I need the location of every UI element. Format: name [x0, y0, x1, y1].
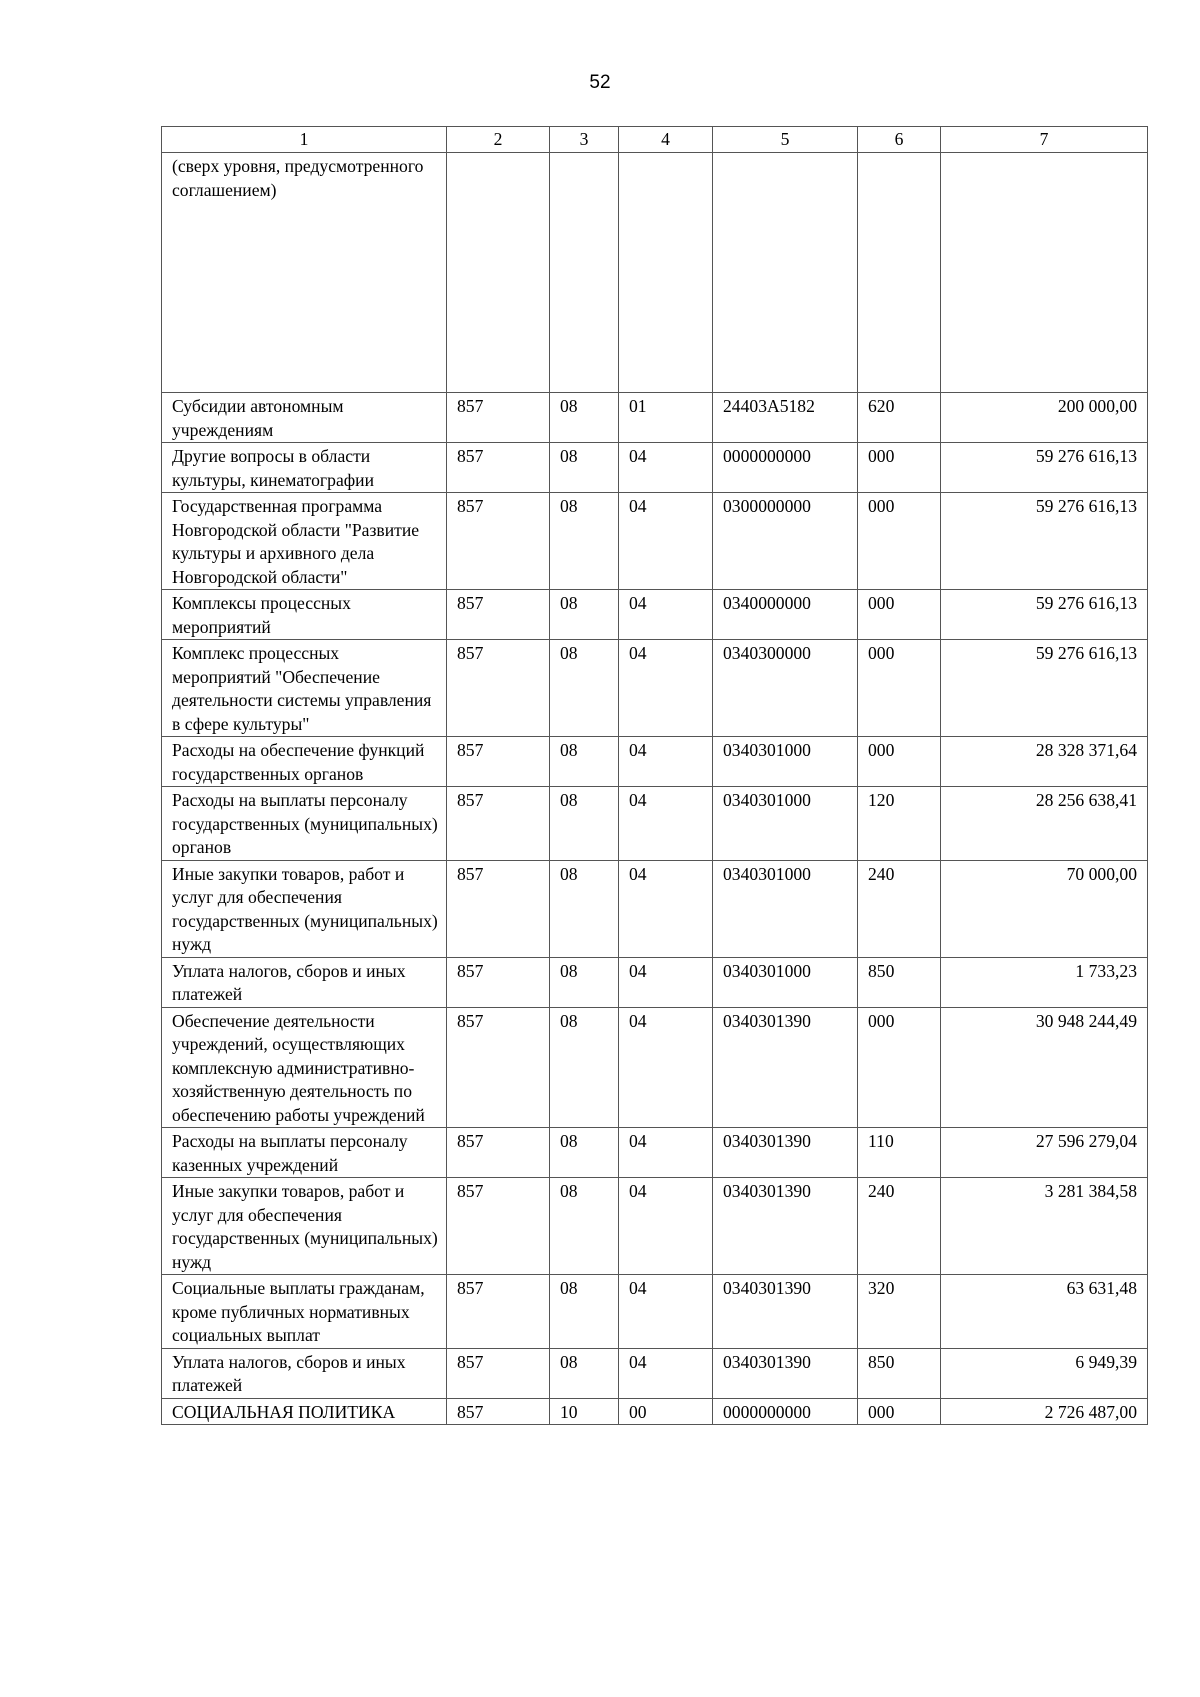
section-code-cell: 08	[550, 1128, 619, 1178]
header-cell: 5	[713, 127, 858, 153]
table-row	[162, 443, 1148, 493]
ministry-code-cell: 857	[447, 1007, 550, 1128]
empty-cell	[713, 153, 858, 393]
table-row	[162, 737, 1148, 787]
subsection-code-cell: 04	[619, 737, 713, 787]
subsection-code-cell: 04	[619, 493, 713, 590]
subsection-code-cell: 04	[619, 787, 713, 861]
target-article-cell: 0340000000	[713, 590, 858, 640]
target-article-cell: 0340301000	[713, 737, 858, 787]
section-code-cell: 08	[550, 1178, 619, 1275]
section-code-cell: 10	[550, 1398, 619, 1425]
amount-cell: 28 256 638,41	[941, 787, 1148, 861]
item-name-cell: Расходы на обеспечение функций государственных органов	[162, 737, 447, 787]
header-cell: 6	[858, 127, 941, 153]
item-name-cell: Комплексы процессных мероприятий	[162, 590, 447, 640]
item-name-cell: Субсидии автономным учреждениям	[162, 393, 447, 443]
expense-type-cell: 120	[858, 787, 941, 861]
header-cell: 1	[162, 127, 447, 153]
item-name-cell: Уплата налогов, сборов и иных платежей	[162, 1348, 447, 1398]
table-body	[162, 127, 1148, 1425]
table-row	[162, 1178, 1148, 1275]
section-code-cell: 08	[550, 737, 619, 787]
subsection-code-cell: 04	[619, 957, 713, 1007]
expense-type-cell: 620	[858, 393, 941, 443]
amount-cell: 200 000,00	[941, 393, 1148, 443]
section-code-cell: 08	[550, 493, 619, 590]
ministry-code-cell: 857	[447, 787, 550, 861]
expense-type-cell: 000	[858, 1398, 941, 1425]
table-row	[162, 787, 1148, 861]
target-article-cell: 0340301000	[713, 860, 858, 957]
section-code-cell: 08	[550, 640, 619, 737]
subsection-code-cell: 04	[619, 1178, 713, 1275]
table-row	[162, 860, 1148, 957]
subsection-code-cell: 04	[619, 640, 713, 737]
amount-cell: 59 276 616,13	[941, 590, 1148, 640]
ministry-code-cell: 857	[447, 1348, 550, 1398]
expense-type-cell: 110	[858, 1128, 941, 1178]
item-name-cell: Иные закупки товаров, работ и услуг для обеспечения государственных (муниципальных) нужд	[162, 860, 447, 957]
expense-type-cell: 000	[858, 640, 941, 737]
amount-cell: 30 948 244,49	[941, 1007, 1148, 1128]
amount-cell: 3 281 384,58	[941, 1178, 1148, 1275]
ministry-code-cell: 857	[447, 1128, 550, 1178]
section-code-cell: 08	[550, 1275, 619, 1349]
item-name-cell: Социальные выплаты гражданам, кроме публичных нормативных социальных выплат	[162, 1275, 447, 1349]
table-row	[162, 957, 1148, 1007]
table-row	[162, 1007, 1148, 1128]
table-row	[162, 1398, 1148, 1425]
amount-cell: 6 949,39	[941, 1348, 1148, 1398]
target-article-cell: 0340301000	[713, 787, 858, 861]
empty-cell	[619, 153, 713, 393]
ministry-code-cell: 857	[447, 393, 550, 443]
section-code-cell: 08	[550, 860, 619, 957]
subsection-code-cell: 04	[619, 1128, 713, 1178]
item-name-cell: Комплекс процессных мероприятий "Обеспечение деятельности системы управления в сфере культуры"	[162, 640, 447, 737]
table-row	[162, 1128, 1148, 1178]
ministry-code-cell: 857	[447, 737, 550, 787]
expense-type-cell: 000	[858, 590, 941, 640]
expense-type-cell: 320	[858, 1275, 941, 1349]
header-row	[162, 127, 1148, 153]
header-cell: 3	[550, 127, 619, 153]
header-cell: 7	[941, 127, 1148, 153]
section-code-cell: 08	[550, 787, 619, 861]
table-row	[162, 493, 1148, 590]
table-row	[162, 590, 1148, 640]
subsection-code-cell: 04	[619, 1348, 713, 1398]
amount-cell: 2 726 487,00	[941, 1398, 1148, 1425]
section-code-cell: 08	[550, 1007, 619, 1128]
target-article-cell: 0340301390	[713, 1128, 858, 1178]
target-article-cell: 0340301390	[713, 1348, 858, 1398]
ministry-code-cell: 857	[447, 1178, 550, 1275]
amount-cell: 28 328 371,64	[941, 737, 1148, 787]
item-name-cell: Обеспечение деятельности учреждений, осуществляющих комплексную административно-хозяйственную деятельность по обеспечению работы учреждений	[162, 1007, 447, 1128]
table-row	[162, 393, 1148, 443]
amount-cell: 59 276 616,13	[941, 640, 1148, 737]
expense-type-cell: 000	[858, 493, 941, 590]
ministry-code-cell: 857	[447, 493, 550, 590]
section-code-cell: 08	[550, 393, 619, 443]
item-name-cell: Расходы на выплаты персоналу государственных (муниципальных) органов	[162, 787, 447, 861]
section-code-cell: 08	[550, 1348, 619, 1398]
subsection-code-cell: 04	[619, 860, 713, 957]
continuation-cell: (сверх уровня, предусмотренного соглашением)	[162, 153, 447, 393]
continuation-row	[162, 153, 1148, 393]
expense-type-cell: 240	[858, 860, 941, 957]
table-row	[162, 1275, 1148, 1349]
target-article-cell: 0340301000	[713, 957, 858, 1007]
ministry-code-cell: 857	[447, 590, 550, 640]
item-name-cell: Иные закупки товаров, работ и услуг для обеспечения государственных (муниципальных) нужд	[162, 1178, 447, 1275]
header-cell: 4	[619, 127, 713, 153]
expense-type-cell: 850	[858, 1348, 941, 1398]
header-cell: 2	[447, 127, 550, 153]
budget-table	[161, 126, 1148, 1425]
empty-cell	[858, 153, 941, 393]
table-row	[162, 640, 1148, 737]
ministry-code-cell: 857	[447, 443, 550, 493]
item-name-cell: Другие вопросы в области культуры, кинематографии	[162, 443, 447, 493]
section-code-cell: 08	[550, 957, 619, 1007]
amount-cell: 59 276 616,13	[941, 443, 1148, 493]
item-name-cell: Расходы на выплаты персоналу казенных учреждений	[162, 1128, 447, 1178]
target-article-cell: 0340301390	[713, 1275, 858, 1349]
ministry-code-cell: 857	[447, 640, 550, 737]
ministry-code-cell: 857	[447, 1275, 550, 1349]
target-article-cell: 0340301390	[713, 1178, 858, 1275]
empty-cell	[447, 153, 550, 393]
target-article-cell: 0300000000	[713, 493, 858, 590]
amount-cell: 1 733,23	[941, 957, 1148, 1007]
empty-cell	[941, 153, 1148, 393]
item-name-cell: Государственная программа Новгородской области "Развитие культуры и архивного дела Новгородской области"	[162, 493, 447, 590]
subsection-code-cell: 04	[619, 1275, 713, 1349]
ministry-code-cell: 857	[447, 1398, 550, 1425]
subsection-code-cell: 04	[619, 590, 713, 640]
amount-cell: 59 276 616,13	[941, 493, 1148, 590]
amount-cell: 70 000,00	[941, 860, 1148, 957]
page-number: 52	[589, 72, 611, 93]
expense-type-cell: 240	[858, 1178, 941, 1275]
section-code-cell: 08	[550, 443, 619, 493]
target-article-cell: 0000000000	[713, 443, 858, 493]
ministry-code-cell: 857	[447, 957, 550, 1007]
expense-type-cell: 000	[858, 737, 941, 787]
expense-type-cell: 000	[858, 443, 941, 493]
subsection-code-cell: 00	[619, 1398, 713, 1425]
table-row	[162, 1348, 1148, 1398]
target-article-cell: 0340300000	[713, 640, 858, 737]
target-article-cell: 0000000000	[713, 1398, 858, 1425]
subsection-code-cell: 04	[619, 443, 713, 493]
empty-cell	[550, 153, 619, 393]
target-article-cell: 24403A5182	[713, 393, 858, 443]
amount-cell: 27 596 279,04	[941, 1128, 1148, 1178]
item-name-cell: Уплата налогов, сборов и иных платежей	[162, 957, 447, 1007]
item-name-cell: СОЦИАЛЬНАЯ ПОЛИТИКА	[162, 1398, 447, 1425]
section-code-cell: 08	[550, 590, 619, 640]
amount-cell: 63 631,48	[941, 1275, 1148, 1349]
expense-type-cell: 850	[858, 957, 941, 1007]
subsection-code-cell: 04	[619, 1007, 713, 1128]
subsection-code-cell: 01	[619, 393, 713, 443]
ministry-code-cell: 857	[447, 860, 550, 957]
expense-type-cell: 000	[858, 1007, 941, 1128]
target-article-cell: 0340301390	[713, 1007, 858, 1128]
